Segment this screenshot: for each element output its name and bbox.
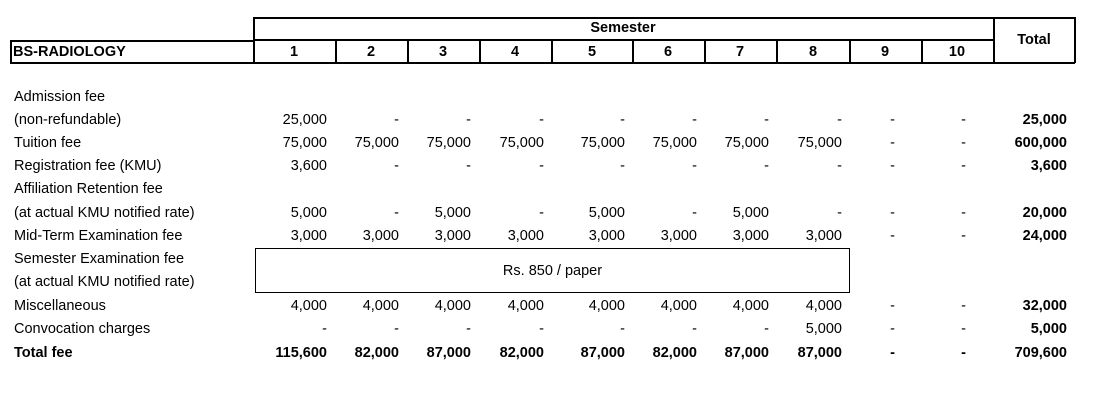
cell-convocation-sem-1: - xyxy=(322,321,327,337)
semester-number-8: 8 xyxy=(808,44,818,60)
total-heading: Total xyxy=(1017,32,1051,48)
cell-admission-sem-5: - xyxy=(620,112,625,128)
total-tuition: 600,000 xyxy=(1014,135,1067,151)
cell-registration-sem-5: - xyxy=(620,158,625,174)
cell-admission-sem-9: - xyxy=(890,112,895,128)
cell-tuition-sem-7: 75,000 xyxy=(724,135,769,151)
cell-total-sem-6: 82,000 xyxy=(652,345,697,361)
sem-divider-3 xyxy=(407,39,409,63)
cell-tuition-sem-2: 75,000 xyxy=(354,135,399,151)
sem-divider-9 xyxy=(849,39,851,63)
total-affiliation: 20,000 xyxy=(1022,205,1067,221)
cell-affiliation-sem-9: - xyxy=(890,205,895,221)
cell-registration-sem-6: - xyxy=(692,158,697,174)
cell-total-sem-3: 87,000 xyxy=(426,345,471,361)
cell-total-sem-5: 87,000 xyxy=(580,345,625,361)
cell-convocation-sem-8: 5,000 xyxy=(805,321,842,337)
cell-midterm-sem-6: 3,000 xyxy=(660,228,697,244)
cell-affiliation-sem-8: - xyxy=(837,205,842,221)
sem-divider-2 xyxy=(335,39,337,63)
cell-tuition-sem-3: 75,000 xyxy=(426,135,471,151)
semester-number-3: 3 xyxy=(438,44,448,60)
cell-registration-sem-2: - xyxy=(394,158,399,174)
sem-divider-6 xyxy=(632,39,634,63)
cell-tuition-sem-6: 75,000 xyxy=(652,135,697,151)
semester-number-1: 1 xyxy=(289,44,299,60)
semester-number-5: 5 xyxy=(587,44,597,60)
cell-admission-sem-7: - xyxy=(764,112,769,128)
cell-midterm-sem-7: 3,000 xyxy=(732,228,769,244)
semester-number-6: 6 xyxy=(663,44,673,60)
cell-registration-sem-1: 3,600 xyxy=(290,158,327,174)
cell-midterm-sem-4: 3,000 xyxy=(507,228,544,244)
cell-midterm-sem-3: 3,000 xyxy=(434,228,471,244)
row-label-midterm: Mid-Term Examination fee xyxy=(14,228,183,244)
cell-tuition-sem-9: - xyxy=(890,135,895,151)
cell-tuition-sem-4: 75,000 xyxy=(499,135,544,151)
sem-divider-8 xyxy=(776,39,778,63)
semester-exam-note: Rs. 850 / paper xyxy=(502,263,603,279)
semester-number-2: 2 xyxy=(366,44,376,60)
program-top-border xyxy=(10,40,253,42)
cell-admission-sem-8: - xyxy=(837,112,842,128)
cell-total-sem-7: 87,000 xyxy=(724,345,769,361)
cell-admission-sem-1: 25,000 xyxy=(282,112,327,128)
row-label-total: Total fee xyxy=(14,345,73,361)
total-admission: 25,000 xyxy=(1022,112,1067,128)
cell-tuition-sem-1: 75,000 xyxy=(282,135,327,151)
cell-convocation-sem-9: - xyxy=(890,321,895,337)
cell-midterm-sem-8: 3,000 xyxy=(805,228,842,244)
total-registration: 3,600 xyxy=(1030,158,1067,174)
cell-admission-sem-2: - xyxy=(394,112,399,128)
cell-convocation-sem-4: - xyxy=(539,321,544,337)
sem-divider-7 xyxy=(704,39,706,63)
cell-misc-sem-6: 4,000 xyxy=(660,298,697,314)
sem-divider-4 xyxy=(479,39,481,63)
cell-tuition-sem-8: 75,000 xyxy=(797,135,842,151)
row-label-admission: (non-refundable) xyxy=(14,112,122,128)
cell-misc-sem-9: - xyxy=(890,298,895,314)
header-bottom-border xyxy=(10,62,1075,64)
row-label-misc: Miscellaneous xyxy=(14,298,106,314)
cell-misc-sem-7: 4,000 xyxy=(732,298,769,314)
cell-convocation-sem-6: - xyxy=(692,321,697,337)
semester-number-9: 9 xyxy=(880,44,890,60)
cell-total-sem-9: - xyxy=(890,345,895,361)
cell-affiliation-sem-1: 5,000 xyxy=(290,205,327,221)
cell-registration-sem-3: - xyxy=(466,158,471,174)
cell-total-sem-4: 82,000 xyxy=(499,345,544,361)
cell-misc-sem-5: 4,000 xyxy=(588,298,625,314)
cell-total-sem-2: 82,000 xyxy=(354,345,399,361)
sem-divider-5 xyxy=(551,39,553,63)
cell-affiliation-sem-2: - xyxy=(394,205,399,221)
sem-divider-10 xyxy=(921,39,923,63)
program-left-border xyxy=(10,40,12,63)
row-label-convocation: Convocation charges xyxy=(14,321,151,337)
cell-midterm-sem-2: 3,000 xyxy=(362,228,399,244)
row-label-semester-exam: (at actual KMU notified rate) xyxy=(14,274,195,290)
total-convocation: 5,000 xyxy=(1030,321,1067,337)
total-misc: 32,000 xyxy=(1022,298,1067,314)
cell-admission-sem-3: - xyxy=(466,112,471,128)
total-midterm: 24,000 xyxy=(1022,228,1067,244)
cell-affiliation-sem-4: - xyxy=(539,205,544,221)
cell-registration-sem-9: - xyxy=(890,158,895,174)
cell-registration-sem-10: - xyxy=(961,158,966,174)
row-label-semester-exam-label: Semester Examination fee xyxy=(14,251,185,267)
row-label-registration: Registration fee (KMU) xyxy=(14,158,162,174)
cell-affiliation-sem-6: - xyxy=(692,205,697,221)
cell-convocation-sem-5: - xyxy=(620,321,625,337)
cell-convocation-sem-3: - xyxy=(466,321,471,337)
cell-midterm-sem-5: 3,000 xyxy=(588,228,625,244)
cell-affiliation-sem-10: - xyxy=(961,205,966,221)
row-label-tuition: Tuition fee xyxy=(14,135,82,151)
cell-registration-sem-8: - xyxy=(837,158,842,174)
cell-midterm-sem-10: - xyxy=(961,228,966,244)
cell-admission-sem-4: - xyxy=(539,112,544,128)
cell-convocation-sem-7: - xyxy=(764,321,769,337)
cell-misc-sem-4: 4,000 xyxy=(507,298,544,314)
program-name: BS-RADIOLOGY xyxy=(13,44,126,60)
row-label-affiliation: (at actual KMU notified rate) xyxy=(14,205,195,221)
row-label-affiliation-label: Affiliation Retention fee xyxy=(14,181,163,197)
cell-registration-sem-7: - xyxy=(764,158,769,174)
cell-total-sem-10: - xyxy=(961,345,966,361)
cell-tuition-sem-10: - xyxy=(961,135,966,151)
semester-divider xyxy=(253,39,993,41)
cell-misc-sem-3: 4,000 xyxy=(434,298,471,314)
semester-number-10: 10 xyxy=(948,44,966,60)
cell-affiliation-sem-5: 5,000 xyxy=(588,205,625,221)
cell-affiliation-sem-7: 5,000 xyxy=(732,205,769,221)
cell-admission-sem-6: - xyxy=(692,112,697,128)
cell-misc-sem-10: - xyxy=(961,298,966,314)
cell-misc-sem-1: 4,000 xyxy=(290,298,327,314)
row-label-admission-label: Admission fee xyxy=(14,89,106,105)
cell-midterm-sem-1: 3,000 xyxy=(290,228,327,244)
semester-heading: Semester xyxy=(590,20,656,36)
semester-number-7: 7 xyxy=(735,44,745,60)
cell-affiliation-sem-3: 5,000 xyxy=(434,205,471,221)
cell-convocation-sem-10: - xyxy=(961,321,966,337)
cell-total-sem-8: 87,000 xyxy=(797,345,842,361)
cell-misc-sem-8: 4,000 xyxy=(805,298,842,314)
total-total: 709,600 xyxy=(1014,345,1067,361)
cell-misc-sem-2: 4,000 xyxy=(362,298,399,314)
cell-admission-sem-10: - xyxy=(961,112,966,128)
cell-total-sem-1: 115,600 xyxy=(275,345,327,361)
cell-registration-sem-4: - xyxy=(539,158,544,174)
semester-number-4: 4 xyxy=(510,44,520,60)
cell-convocation-sem-2: - xyxy=(394,321,399,337)
cell-tuition-sem-5: 75,000 xyxy=(580,135,625,151)
cell-midterm-sem-9: - xyxy=(890,228,895,244)
